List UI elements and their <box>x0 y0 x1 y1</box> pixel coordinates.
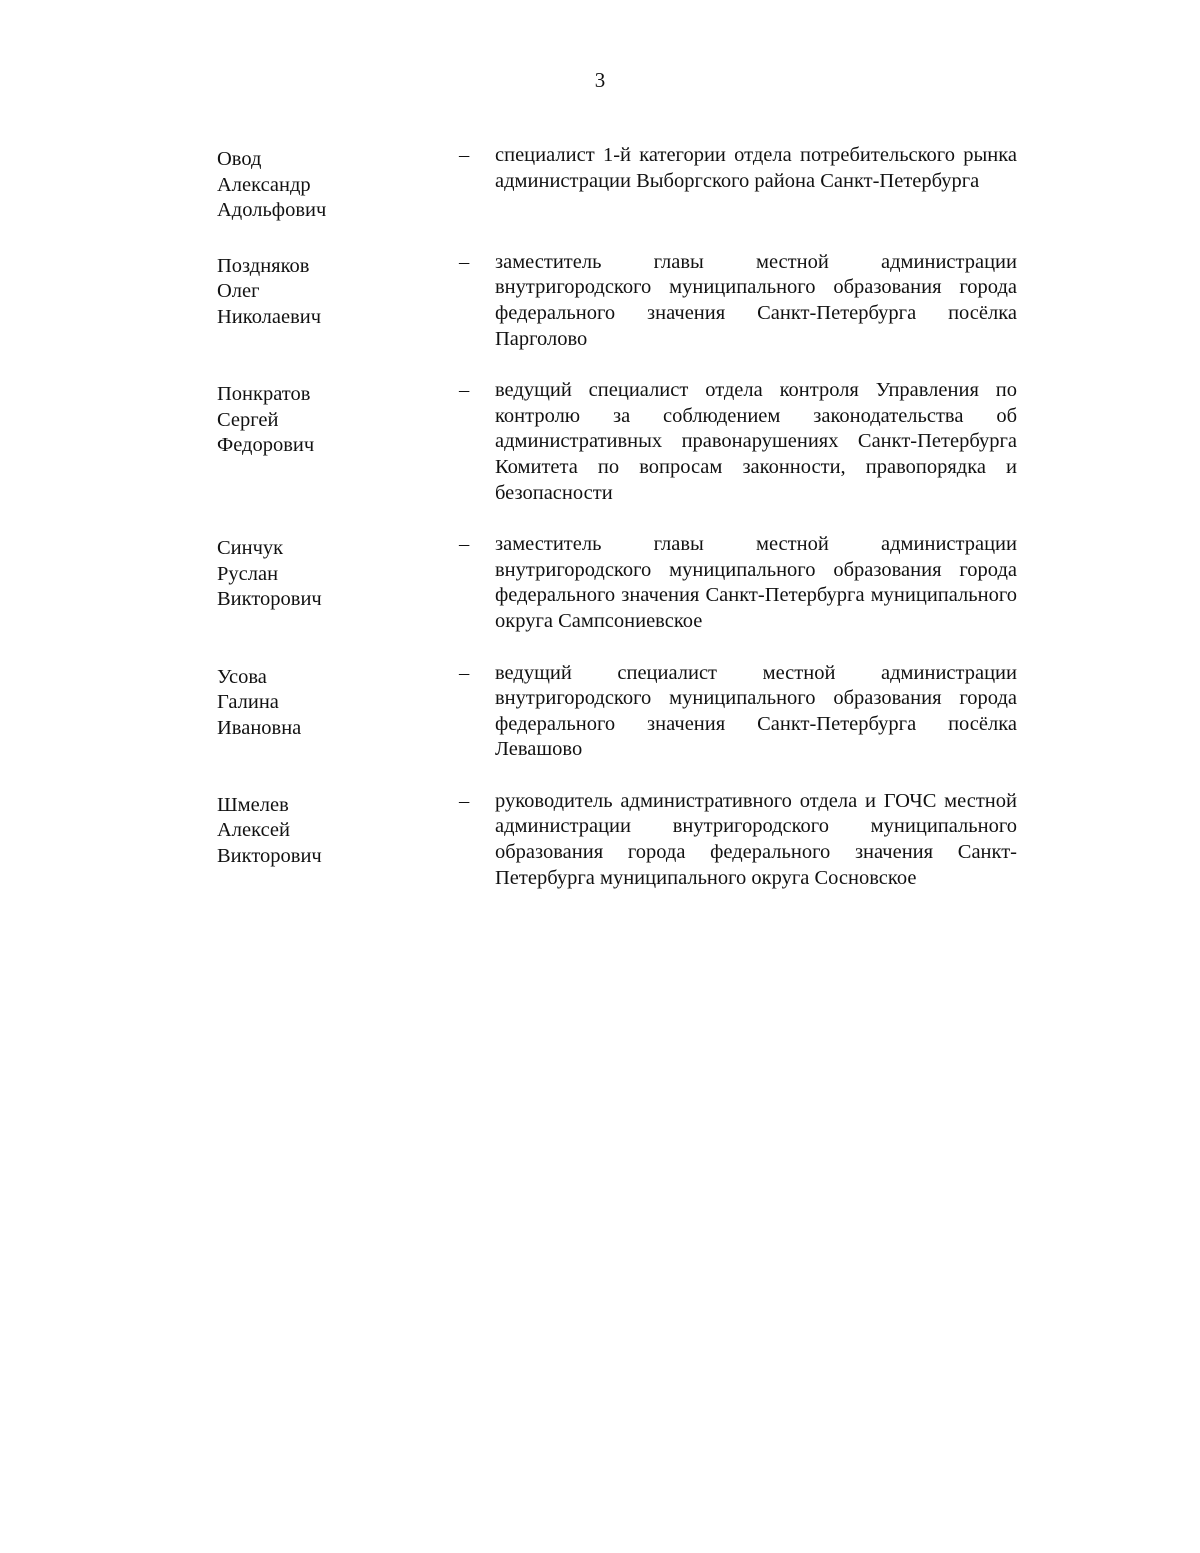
first-name: Сергей <box>217 408 279 431</box>
first-name: Олег <box>217 280 260 303</box>
position-description: заместитель главы местной администрации внутригородского муниципального образования города федерального значения Санкт-Петербурга муниципального округа Сампсониевское <box>495 533 1017 632</box>
page-number: 3 <box>594 68 606 92</box>
position-description: ведущий специалист местной администрации внутригородского муниципального образования города федерального значения Санкт-Петербурга посёлка Левашово <box>495 661 1017 761</box>
surname: Синчук <box>217 537 284 560</box>
person-name <box>217 378 457 506</box>
surname: Шмелев <box>217 793 289 816</box>
dash: – <box>459 379 470 402</box>
list-item <box>217 661 1017 763</box>
person-name <box>217 143 457 224</box>
dash: – <box>459 661 470 684</box>
surname: Понкратов <box>217 383 311 406</box>
list-item <box>217 143 1017 224</box>
list-item <box>217 378 1017 506</box>
person-name <box>217 789 457 891</box>
dash: – <box>459 144 470 166</box>
patronymic: Викторович <box>217 845 322 868</box>
list-item <box>217 250 1017 352</box>
dash: – <box>459 533 470 556</box>
patronymic: Николаевич <box>217 305 322 328</box>
person-name <box>217 661 457 763</box>
list-item <box>217 789 1017 891</box>
surname: Овод <box>217 148 262 170</box>
patronymic: Викторович <box>217 588 322 611</box>
first-name: Александр <box>217 173 311 196</box>
member-list <box>217 143 1017 891</box>
position-description: специалист 1-й категории отдела потребительского рынка администрации Выборгского района Санкт-Петербурга <box>495 144 1017 192</box>
position-description: руководитель административного отдела и ГОЧС местной администрации внутригородского муниципального образования города федерального значения Санкт-Петербурга муниципального округа Сосновское <box>495 789 1017 889</box>
surname: Поздняков <box>217 254 310 277</box>
position-description: заместитель главы местной администрации внутригородского муниципального образования города федерального значения Санкт-Петербурга посёлка Парголово <box>495 250 1017 350</box>
person-name <box>217 532 457 634</box>
patronymic: Федорович <box>217 434 315 457</box>
dash: – <box>459 250 470 273</box>
position-description: ведущий специалист отдела контроля Управления по контролю за соблюдением законодательства об административных правонарушениях Санкт-Петербурга Комитета по вопросам законности, правопорядка и безопасности <box>495 379 1017 504</box>
first-name: Руслан <box>217 562 279 585</box>
first-name: Алексей <box>217 819 291 842</box>
person-name <box>217 250 457 352</box>
surname: Усова <box>217 665 267 688</box>
list-item <box>217 532 1017 634</box>
patronymic: Адольфович <box>217 199 327 222</box>
first-name: Галина <box>217 691 279 714</box>
patronymic: Ивановна <box>217 716 302 739</box>
dash: – <box>459 789 470 812</box>
